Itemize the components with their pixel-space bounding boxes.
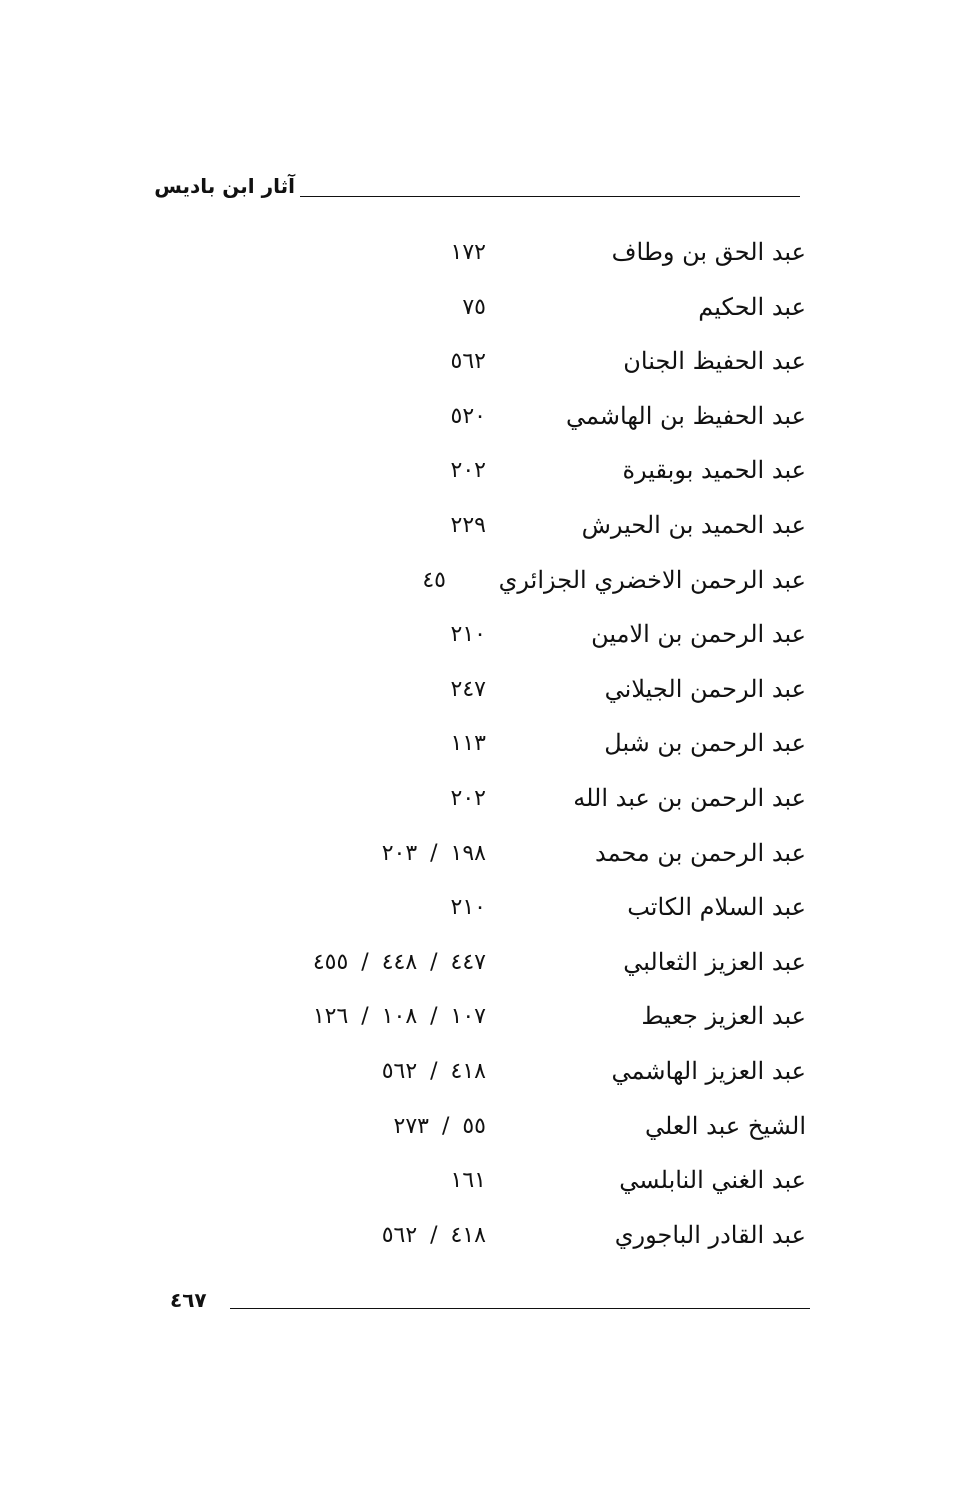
index-entry [0, 501, 956, 556]
entry-name: عبد الرحمن بن عبد الله [573, 783, 806, 812]
header-rule [300, 196, 800, 197]
entry-pages: ٢٠٢ [450, 458, 486, 484]
entry-pages: ٤٥ [422, 567, 446, 593]
index-entry [0, 392, 956, 447]
footer-rule [230, 1308, 810, 1309]
entry-pages: ١٧٢ [450, 240, 486, 265]
entry-name: عبد الحفيظ بن الهاشمي [566, 401, 806, 430]
entry-name: عبد العزيز جعيط [641, 1002, 806, 1031]
entry-name: عبد الحفيظ الجنان [623, 347, 806, 376]
entry-pages: ٧٥ [462, 294, 486, 320]
index-entry [0, 283, 956, 338]
entry-pages: ١٠٧ / ١٠٨ / ١٢٦ [312, 1004, 486, 1030]
index-entry [0, 665, 956, 720]
page-number: ٤٦٧ [170, 1288, 207, 1312]
entry-name: عبد الحميد بن الحيرش [581, 510, 806, 539]
entry-pages: ٤١٨ / ٥٦٢ [381, 1058, 486, 1084]
entry-name: عبد الرحمن الاخضري الجزائري [498, 565, 806, 594]
entry-pages: ١٦١ [450, 1168, 486, 1194]
entry-pages: ٢١٠ [450, 622, 486, 648]
entry-name: عبد العزيز الهاشمي [611, 1056, 806, 1085]
entry-name: عبد العزيز الثعالبي [623, 947, 806, 976]
index-entry [0, 610, 956, 665]
entry-name: الشيخ عبد العلي [644, 1111, 806, 1140]
page-footer [170, 1288, 810, 1328]
entry-name: عبد الحق بن وطاف [611, 238, 806, 266]
index-entry [0, 556, 956, 611]
entry-name: عبد السلام الكاتب [627, 893, 806, 922]
index-entry [0, 774, 956, 829]
entry-pages: ٤١٨ / ٥٦٢ [381, 1222, 486, 1248]
index-entry [0, 228, 956, 283]
book-title: آثار ابن باديس [154, 174, 295, 198]
entry-pages: ٥٦٢ [450, 349, 486, 375]
entry-name: عبد الحكيم [698, 292, 806, 321]
entry-name: عبد الرحمن الجيلاني [604, 674, 806, 703]
entry-pages: ٢١٠ [450, 895, 486, 921]
index-entry [0, 1047, 956, 1102]
index-entry [0, 883, 956, 938]
index-entry [0, 829, 956, 884]
entry-pages: ١١٣ [450, 731, 486, 757]
index-entry [0, 1102, 956, 1157]
entry-name: عبد القادر الباجوري [614, 1220, 806, 1249]
entry-pages: ٥٥ / ٢٧٣ [393, 1113, 486, 1139]
entry-pages: ٢٢٩ [450, 512, 486, 538]
entry-pages: ٢٤٧ [450, 676, 486, 702]
entry-pages: ٥٢٠ [450, 403, 486, 429]
index-entry [0, 938, 956, 993]
index-entry [0, 1211, 956, 1266]
entry-name: عبد الرحمن بن الامين [591, 620, 806, 649]
index-entry [0, 446, 956, 501]
index-list [0, 228, 956, 1265]
index-entry [0, 337, 956, 392]
entry-pages: ٢٠٢ [450, 785, 486, 811]
entry-pages: ٤٤٧ / ٤٤٨ / ٤٥٥ [312, 949, 486, 975]
running-header [154, 168, 800, 208]
entry-name: عبد الحميد بوبقيرة [622, 456, 806, 485]
entry-name: عبد الغني النابلسي [619, 1166, 806, 1195]
index-entry [0, 1156, 956, 1211]
index-entry [0, 719, 956, 774]
entry-pages: ١٩٨ / ٢٠٣ [381, 840, 486, 866]
entry-name: عبد الرحمن بن شبل [604, 729, 806, 758]
entry-name: عبد الرحمن بن محمد [594, 838, 806, 867]
index-entry [0, 992, 956, 1047]
